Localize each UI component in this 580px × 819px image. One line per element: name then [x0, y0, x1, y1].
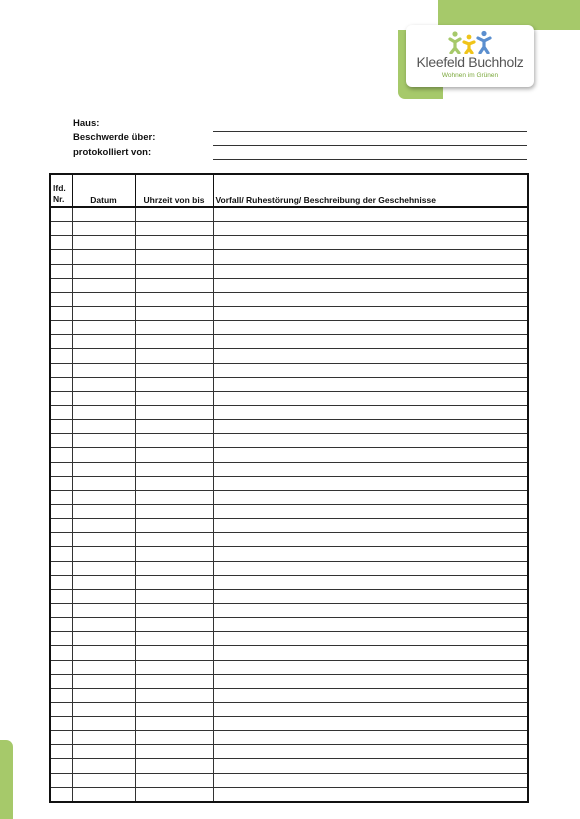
cell-datum[interactable]	[72, 731, 135, 745]
table-row	[50, 207, 528, 222]
complaint-log-table	[49, 173, 529, 803]
cell-nr[interactable]	[50, 773, 72, 787]
cell-uhrzeit[interactable]	[135, 207, 213, 222]
cell-datum[interactable]	[72, 250, 135, 264]
table-row	[50, 618, 528, 632]
cell-datum[interactable]	[72, 603, 135, 617]
cell-uhrzeit[interactable]	[135, 519, 213, 533]
cell-uhrzeit[interactable]	[135, 688, 213, 702]
cell-uhrzeit[interactable]	[135, 674, 213, 688]
cell-datum[interactable]	[72, 547, 135, 561]
cell-nr[interactable]	[50, 434, 72, 448]
cell-uhrzeit[interactable]	[135, 222, 213, 236]
cell-vorfall[interactable]	[213, 547, 528, 561]
cell-datum[interactable]	[72, 363, 135, 377]
header-uhrzeit: Uhrzeit von bis	[135, 174, 213, 207]
cell-datum[interactable]	[72, 292, 135, 306]
table-row	[50, 349, 528, 363]
cell-datum[interactable]	[72, 618, 135, 632]
cell-vorfall[interactable]	[213, 646, 528, 660]
table-row	[50, 632, 528, 646]
table-row	[50, 646, 528, 660]
table-row	[50, 561, 528, 575]
cell-nr[interactable]	[50, 589, 72, 603]
cell-datum[interactable]	[72, 674, 135, 688]
cell-datum[interactable]	[72, 702, 135, 716]
table-row	[50, 391, 528, 405]
cell-uhrzeit[interactable]	[135, 745, 213, 759]
cell-vorfall[interactable]	[213, 250, 528, 264]
table-row	[50, 250, 528, 264]
cell-vorfall[interactable]	[213, 236, 528, 250]
cell-uhrzeit[interactable]	[135, 335, 213, 349]
table-row	[50, 688, 528, 702]
cell-vorfall[interactable]	[213, 773, 528, 787]
cell-datum[interactable]	[72, 717, 135, 731]
cell-uhrzeit[interactable]	[135, 618, 213, 632]
table-row	[50, 321, 528, 335]
cell-uhrzeit[interactable]	[135, 363, 213, 377]
table-row	[50, 504, 528, 518]
cell-vorfall[interactable]	[213, 603, 528, 617]
table-row	[50, 377, 528, 391]
cell-vorfall[interactable]	[213, 660, 528, 674]
table-row	[50, 335, 528, 349]
cell-uhrzeit[interactable]	[135, 391, 213, 405]
cell-nr[interactable]	[50, 688, 72, 702]
table-row	[50, 462, 528, 476]
table-row	[50, 660, 528, 674]
cell-uhrzeit[interactable]	[135, 575, 213, 589]
cell-datum[interactable]	[72, 745, 135, 759]
cell-vorfall[interactable]	[213, 335, 528, 349]
decorative-green-bar-bottom	[0, 740, 13, 819]
cell-vorfall[interactable]	[213, 363, 528, 377]
cell-nr[interactable]	[50, 377, 72, 391]
cell-vorfall[interactable]	[213, 349, 528, 363]
cell-datum[interactable]	[72, 632, 135, 646]
table-row	[50, 603, 528, 617]
cell-nr[interactable]	[50, 618, 72, 632]
table-row	[50, 533, 528, 547]
cell-nr[interactable]	[50, 575, 72, 589]
cell-vorfall[interactable]	[213, 207, 528, 222]
cell-nr[interactable]	[50, 674, 72, 688]
cell-vorfall[interactable]	[213, 688, 528, 702]
field-label-haus: Haus:	[73, 118, 100, 129]
cell-datum[interactable]	[72, 434, 135, 448]
cell-vorfall[interactable]	[213, 575, 528, 589]
cell-nr[interactable]	[50, 702, 72, 716]
cell-vorfall[interactable]	[213, 674, 528, 688]
header-vorfall: Vorfall/ Ruhestörung/ Beschreibung der Geschehnisse	[213, 174, 528, 207]
cell-vorfall[interactable]	[213, 787, 528, 802]
field-line-haus[interactable]	[213, 131, 527, 132]
cell-nr[interactable]	[50, 462, 72, 476]
cell-nr[interactable]	[50, 264, 72, 278]
cell-datum[interactable]	[72, 264, 135, 278]
cell-nr[interactable]	[50, 391, 72, 405]
cell-nr[interactable]	[50, 519, 72, 533]
cell-nr[interactable]	[50, 787, 72, 802]
cell-datum[interactable]	[72, 759, 135, 773]
cell-uhrzeit[interactable]	[135, 632, 213, 646]
cell-vorfall[interactable]	[213, 448, 528, 462]
cell-vorfall[interactable]	[213, 306, 528, 320]
table-row	[50, 787, 528, 802]
header-lfd-line2: Nr.	[53, 194, 65, 204]
table-row	[50, 236, 528, 250]
cell-nr[interactable]	[50, 405, 72, 419]
table-row	[50, 476, 528, 490]
table-row	[50, 490, 528, 504]
cell-nr[interactable]	[50, 533, 72, 547]
cell-nr[interactable]	[50, 335, 72, 349]
cell-nr[interactable]	[50, 603, 72, 617]
cell-datum[interactable]	[72, 504, 135, 518]
cell-datum[interactable]	[72, 391, 135, 405]
cell-uhrzeit[interactable]	[135, 490, 213, 504]
cell-datum[interactable]	[72, 476, 135, 490]
table-row	[50, 773, 528, 787]
cell-vorfall[interactable]	[213, 632, 528, 646]
cell-nr[interactable]	[50, 745, 72, 759]
cell-vorfall[interactable]	[213, 222, 528, 236]
cell-uhrzeit[interactable]	[135, 250, 213, 264]
cell-vorfall[interactable]	[213, 476, 528, 490]
table-header-row	[50, 174, 528, 207]
cell-nr[interactable]	[50, 250, 72, 264]
cell-uhrzeit[interactable]	[135, 773, 213, 787]
field-label-beschwerde: Beschwerde über:	[73, 132, 156, 143]
cell-uhrzeit[interactable]	[135, 504, 213, 518]
cell-vorfall[interactable]	[213, 434, 528, 448]
cell-vorfall[interactable]	[213, 405, 528, 419]
cell-uhrzeit[interactable]	[135, 759, 213, 773]
header-lfd-line1: lfd.	[53, 183, 66, 193]
cell-vorfall[interactable]	[213, 519, 528, 533]
table-row	[50, 547, 528, 561]
cell-datum[interactable]	[72, 533, 135, 547]
cell-vorfall[interactable]	[213, 533, 528, 547]
cell-nr[interactable]	[50, 207, 72, 222]
cell-nr[interactable]	[50, 717, 72, 731]
header-datum: Datum	[72, 174, 135, 207]
cell-nr[interactable]	[50, 222, 72, 236]
table-row	[50, 674, 528, 688]
cell-datum[interactable]	[72, 561, 135, 575]
cell-vorfall[interactable]	[213, 278, 528, 292]
cell-datum[interactable]	[72, 462, 135, 476]
table-row	[50, 717, 528, 731]
cell-datum[interactable]	[72, 349, 135, 363]
cell-uhrzeit[interactable]	[135, 660, 213, 674]
table-row	[50, 278, 528, 292]
cell-datum[interactable]	[72, 207, 135, 222]
table-row	[50, 589, 528, 603]
logo-figures-icon	[448, 30, 494, 54]
table-row	[50, 759, 528, 773]
table-row	[50, 519, 528, 533]
header-lfd-nr	[50, 174, 72, 207]
cell-vorfall[interactable]	[213, 702, 528, 716]
cell-uhrzeit[interactable]	[135, 476, 213, 490]
cell-vorfall[interactable]	[213, 745, 528, 759]
cell-uhrzeit[interactable]	[135, 702, 213, 716]
cell-uhrzeit[interactable]	[135, 717, 213, 731]
cell-datum[interactable]	[72, 405, 135, 419]
table-row	[50, 745, 528, 759]
cell-datum[interactable]	[72, 575, 135, 589]
cell-nr[interactable]	[50, 759, 72, 773]
cell-uhrzeit[interactable]	[135, 462, 213, 476]
cell-nr[interactable]	[50, 547, 72, 561]
cell-nr[interactable]	[50, 363, 72, 377]
cell-vorfall[interactable]	[213, 618, 528, 632]
field-line-protokolliert[interactable]	[213, 159, 527, 160]
table-row	[50, 363, 528, 377]
cell-nr[interactable]	[50, 278, 72, 292]
field-line-beschwerde[interactable]	[213, 145, 527, 146]
cell-datum[interactable]	[72, 773, 135, 787]
cell-datum[interactable]	[72, 377, 135, 391]
table-row	[50, 306, 528, 320]
cell-datum[interactable]	[72, 688, 135, 702]
cell-uhrzeit[interactable]	[135, 589, 213, 603]
table-row	[50, 420, 528, 434]
cell-uhrzeit[interactable]	[135, 236, 213, 250]
cell-nr[interactable]	[50, 306, 72, 320]
cell-vorfall[interactable]	[213, 504, 528, 518]
table-row	[50, 264, 528, 278]
cell-uhrzeit[interactable]	[135, 561, 213, 575]
cell-uhrzeit[interactable]	[135, 603, 213, 617]
cell-nr[interactable]	[50, 420, 72, 434]
cell-vorfall[interactable]	[213, 264, 528, 278]
cell-uhrzeit[interactable]	[135, 533, 213, 547]
cell-vorfall[interactable]	[213, 759, 528, 773]
cell-uhrzeit[interactable]	[135, 434, 213, 448]
table-body	[50, 207, 528, 802]
cell-nr[interactable]	[50, 646, 72, 660]
table-row	[50, 292, 528, 306]
cell-nr[interactable]	[50, 504, 72, 518]
cell-uhrzeit[interactable]	[135, 349, 213, 363]
logo-text: Kleefeld Buchholz	[416, 54, 524, 70]
cell-uhrzeit[interactable]	[135, 405, 213, 419]
cell-nr[interactable]	[50, 490, 72, 504]
cell-datum[interactable]	[72, 660, 135, 674]
cell-vorfall[interactable]	[213, 292, 528, 306]
cell-uhrzeit[interactable]	[135, 731, 213, 745]
cell-uhrzeit[interactable]	[135, 547, 213, 561]
cell-uhrzeit[interactable]	[135, 264, 213, 278]
cell-vorfall[interactable]	[213, 462, 528, 476]
cell-vorfall[interactable]	[213, 731, 528, 745]
cell-datum[interactable]	[72, 306, 135, 320]
cell-uhrzeit[interactable]	[135, 377, 213, 391]
cell-nr[interactable]	[50, 731, 72, 745]
cell-vorfall[interactable]	[213, 321, 528, 335]
cell-datum[interactable]	[72, 448, 135, 462]
cell-datum[interactable]	[72, 589, 135, 603]
cell-uhrzeit[interactable]	[135, 278, 213, 292]
table-row	[50, 575, 528, 589]
cell-uhrzeit[interactable]	[135, 787, 213, 802]
cell-vorfall[interactable]	[213, 490, 528, 504]
cell-nr[interactable]	[50, 321, 72, 335]
cell-datum[interactable]	[72, 278, 135, 292]
cell-nr[interactable]	[50, 632, 72, 646]
cell-datum[interactable]	[72, 490, 135, 504]
table-row	[50, 448, 528, 462]
cell-vorfall[interactable]	[213, 589, 528, 603]
cell-vorfall[interactable]	[213, 391, 528, 405]
cell-uhrzeit[interactable]	[135, 448, 213, 462]
cell-uhrzeit[interactable]	[135, 420, 213, 434]
cell-datum[interactable]	[72, 519, 135, 533]
cell-datum[interactable]	[72, 646, 135, 660]
cell-uhrzeit[interactable]	[135, 306, 213, 320]
table-row	[50, 222, 528, 236]
cell-uhrzeit[interactable]	[135, 321, 213, 335]
table-row	[50, 702, 528, 716]
cell-vorfall[interactable]	[213, 420, 528, 434]
table-row	[50, 434, 528, 448]
cell-datum[interactable]	[72, 222, 135, 236]
cell-nr[interactable]	[50, 448, 72, 462]
cell-datum[interactable]	[72, 335, 135, 349]
cell-nr[interactable]	[50, 292, 72, 306]
logo-tagline: Wohnen im Grünen	[441, 72, 499, 79]
cell-vorfall[interactable]	[213, 561, 528, 575]
cell-datum[interactable]	[72, 321, 135, 335]
cell-nr[interactable]	[50, 349, 72, 363]
cell-nr[interactable]	[50, 476, 72, 490]
cell-nr[interactable]	[50, 561, 72, 575]
field-label-protokolliert: protokolliert von:	[73, 147, 152, 158]
cell-uhrzeit[interactable]	[135, 646, 213, 660]
cell-nr[interactable]	[50, 660, 72, 674]
cell-datum[interactable]	[72, 420, 135, 434]
cell-vorfall[interactable]	[213, 717, 528, 731]
cell-nr[interactable]	[50, 236, 72, 250]
cell-datum[interactable]	[72, 787, 135, 802]
table-row	[50, 731, 528, 745]
cell-vorfall[interactable]	[213, 377, 528, 391]
cell-datum[interactable]	[72, 236, 135, 250]
table-row	[50, 405, 528, 419]
cell-uhrzeit[interactable]	[135, 292, 213, 306]
